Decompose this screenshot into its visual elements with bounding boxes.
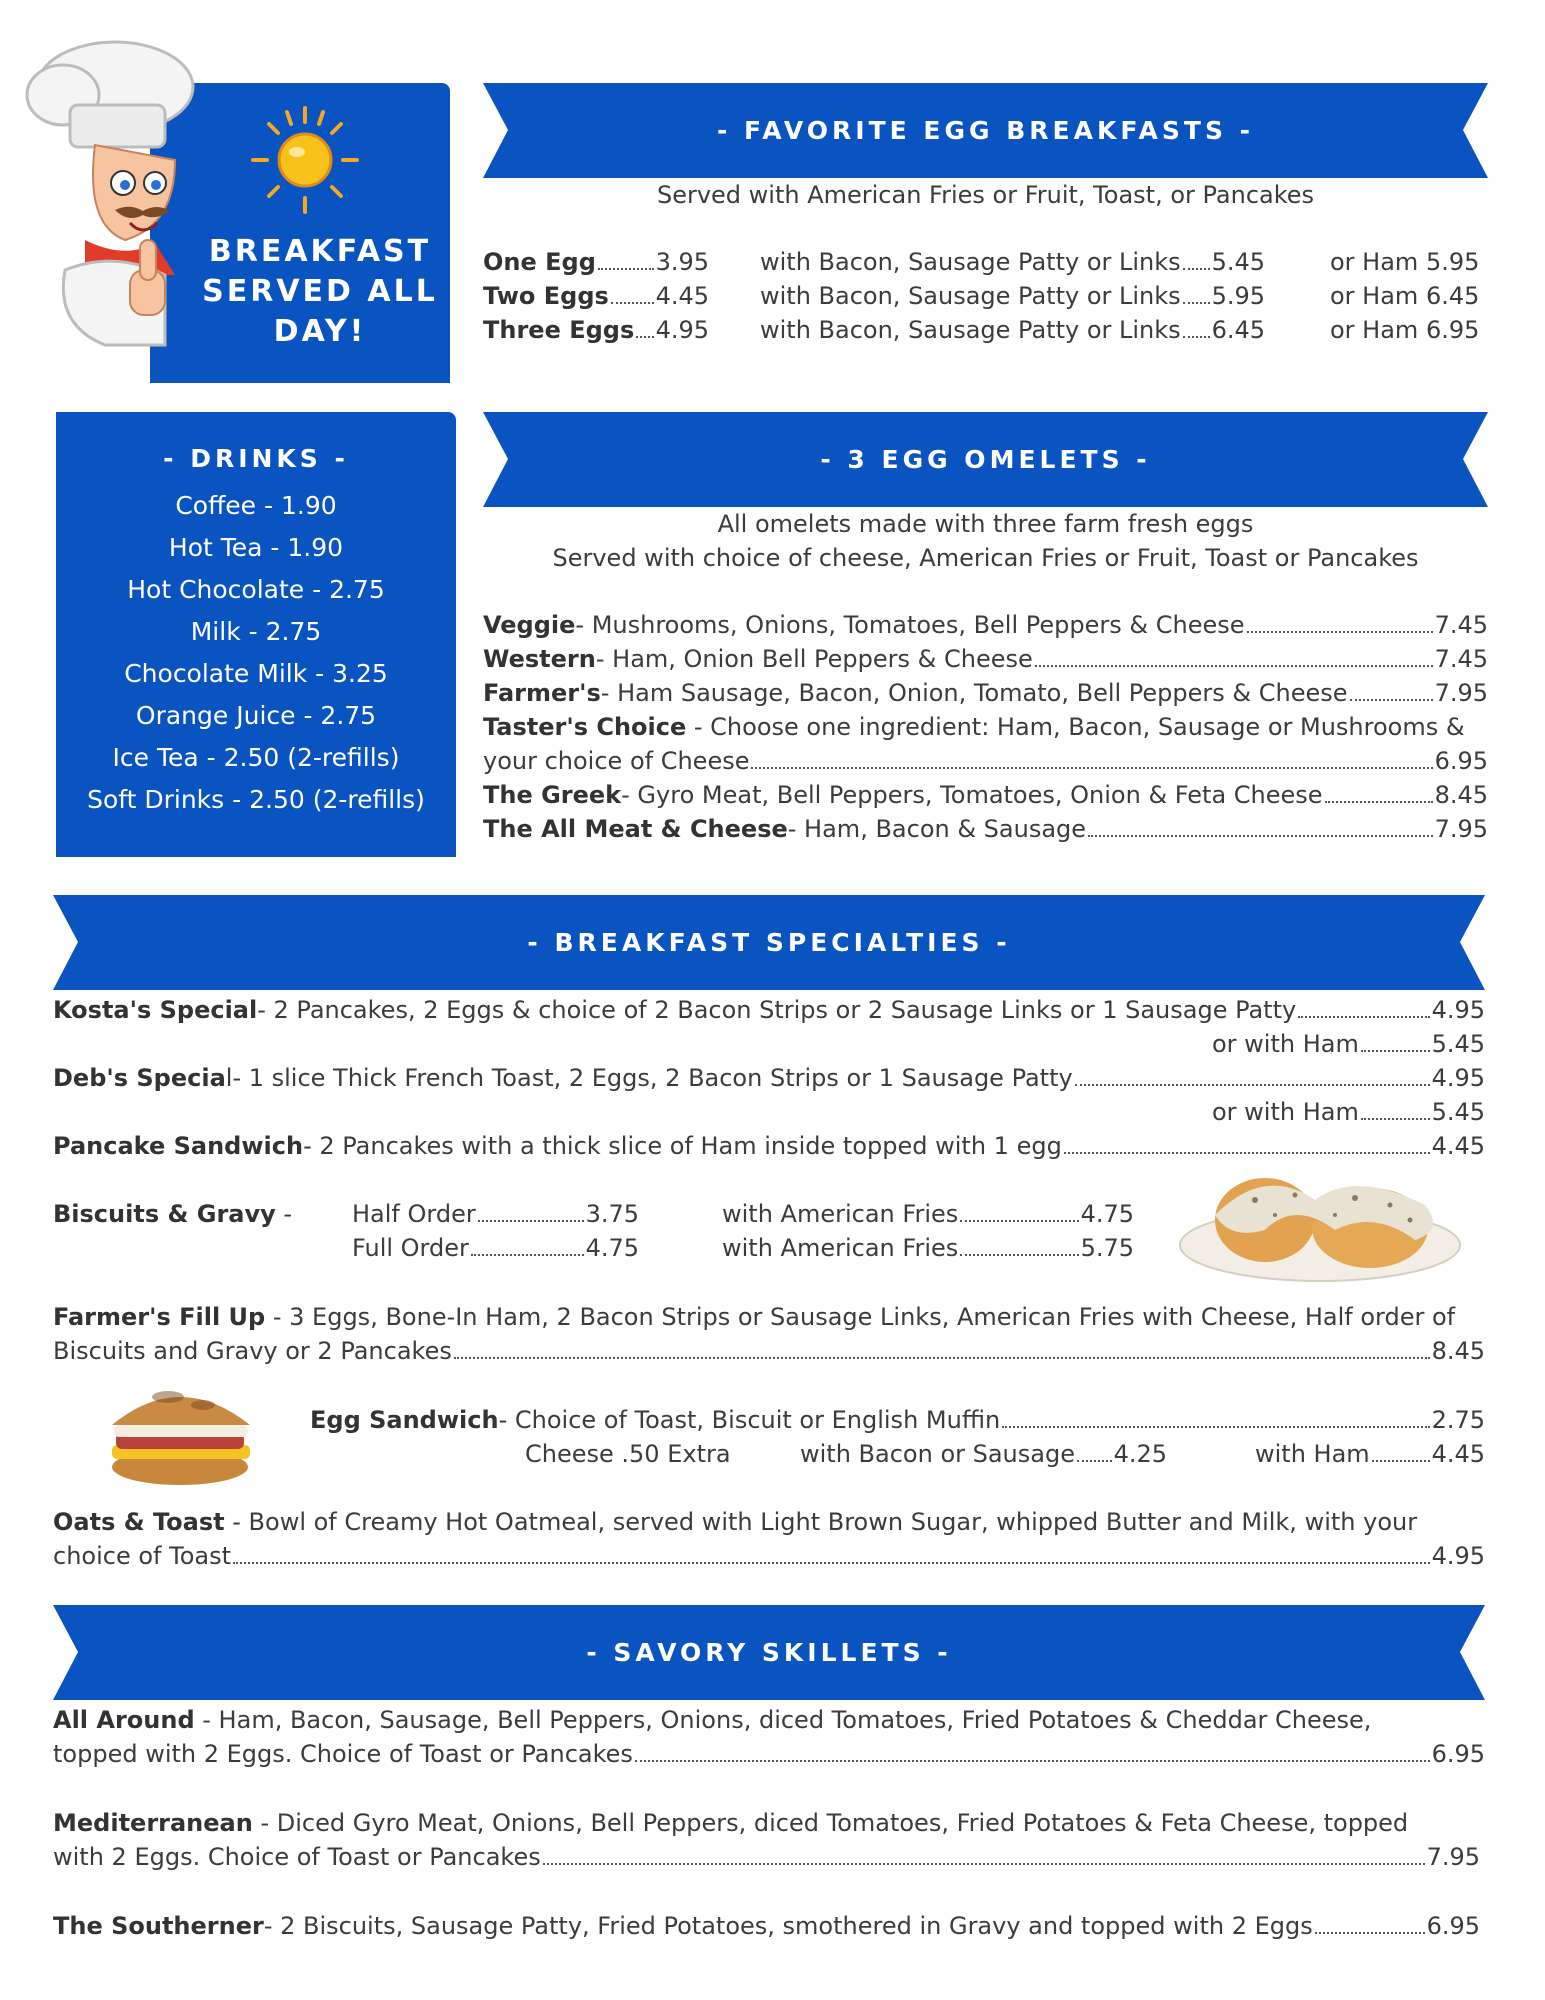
omelet-price: 7.95: [1434, 679, 1488, 707]
omelet-desc: - Gyro Meat, Bell Peppers, Tomatoes, Onion & Feta Cheese: [621, 781, 1323, 809]
omelet-desc: - Ham, Onion Bell Peppers & Cheese: [595, 645, 1033, 673]
egg-with-price: 5.95: [1211, 282, 1265, 310]
biscuits-gravy: [53, 1197, 292, 1231]
skillets-title: - SAVORY SKILLETS -: [586, 1638, 952, 1667]
kosta-ham: [1212, 1027, 1485, 1061]
hero-line-3: DAY!: [273, 314, 367, 349]
egg-with: with Bacon, Sausage Patty or Links: [760, 248, 1181, 276]
egg-with-price: 6.45: [1211, 316, 1265, 344]
egg-row: [483, 313, 709, 347]
biscuits-full-fries: [722, 1231, 1134, 1265]
egg-with-row: [760, 313, 1265, 347]
hero-line-1: BREAKFAST: [208, 234, 432, 269]
omelet-name: Taster's Choice: [483, 713, 687, 741]
egg-breakfasts-banner: [483, 83, 1488, 178]
omelet-item: [483, 778, 1488, 812]
item-name: The Southerner: [53, 1912, 264, 1940]
omelet-name: The Greek: [483, 781, 622, 809]
ham-label: or with Ham: [1212, 1030, 1359, 1058]
omelet-price: 6.95: [1434, 747, 1488, 775]
item-name: Deb's Specia: [53, 1064, 226, 1092]
omelet-item: [483, 676, 1488, 710]
fries-price: 4.75: [1080, 1200, 1134, 1228]
egg-price: 3.95: [655, 248, 709, 276]
egg-row: [483, 279, 709, 313]
deb-ham: [1212, 1095, 1485, 1129]
egg-with: with Bacon, Sausage Patty or Links: [760, 282, 1181, 310]
item-price: 4.45: [1431, 1132, 1485, 1160]
item-name-tail: l: [225, 1064, 233, 1092]
item-price: 4.95: [1431, 1542, 1485, 1570]
biscuits-half: [352, 1197, 639, 1231]
egg-ham: or Ham 6.45: [1330, 282, 1480, 310]
southerner: [53, 1909, 1480, 1943]
fries-price: 5.75: [1080, 1234, 1134, 1262]
omelet-desc: - Ham, Bacon & Sausage: [787, 815, 1087, 843]
omelets-sub1: All omelets made with three farm fresh eggs: [717, 510, 1254, 538]
omelet-item-cont: [483, 744, 1488, 778]
pancake-sandwich: [53, 1129, 1485, 1163]
oats-toast-cont: [53, 1539, 1485, 1573]
biscuits-half-fries: [722, 1197, 1134, 1231]
item-desc: - Diced Gyro Meat, Onions, Bell Peppers, diced Tomatoes, Fried Potatoes & Feta Cheese, topped: [252, 1809, 1409, 1837]
item-price: 6.95: [1426, 1912, 1480, 1940]
item-desc-2: with 2 Eggs. Choice of Toast or Pancakes: [53, 1843, 541, 1871]
biscuits-gravy-photo: [1175, 1160, 1465, 1285]
item-price: 4.95: [1431, 996, 1485, 1024]
ham-label: or with Ham: [1212, 1098, 1359, 1126]
hero-line-2: SERVED ALL: [202, 274, 438, 309]
item-name: Farmer's Fill Up: [53, 1303, 266, 1331]
drink-item: Hot Chocolate - 2.75: [127, 575, 385, 604]
omelet-name: The All Meat & Cheese: [483, 815, 788, 843]
omelet-price: 7.45: [1434, 645, 1488, 673]
item-name: Mediterranean: [53, 1809, 253, 1837]
biscuits-full: [352, 1231, 639, 1265]
item-desc: - Ham, Bacon, Sausage, Bell Peppers, Onions, diced Tomatoes, Fried Potatoes & Cheddar Cheese,: [194, 1706, 1372, 1734]
egg-sandwich-ham: [1255, 1437, 1485, 1471]
omelet-price: 7.95: [1434, 815, 1488, 843]
egg-sandwich-photo: [98, 1375, 263, 1490]
item-desc-2: choice of Toast: [53, 1542, 231, 1570]
egg-sandwich-bacon: [800, 1437, 1167, 1471]
drink-item: Soft Drinks - 2.50 (2-refills): [87, 785, 425, 814]
item-price: 4.95: [1431, 1064, 1485, 1092]
omelet-item: [483, 608, 1488, 642]
farmers-fill-up: [53, 1300, 1455, 1334]
mediterranean: [53, 1806, 1408, 1840]
egg-price: 4.45: [655, 282, 709, 310]
item-price: 7.95: [1426, 1843, 1480, 1871]
egg-subtitle: Served with American Fries or Fruit, Toast, or Pancakes: [656, 181, 1315, 209]
egg-sandwich-cheese: Cheese .50 Extra: [525, 1440, 731, 1468]
drinks-title: - DRINKS -: [163, 444, 349, 473]
item-desc: - 3 Eggs, Bone-In Ham, 2 Bacon Strips or Sausage Links, American Fries with Cheese, Half order of: [265, 1303, 1456, 1331]
item-desc: - 2 Pancakes with a thick slice of Ham inside topped with 1 egg: [303, 1132, 1062, 1160]
egg-row: [483, 245, 709, 279]
egg-sandwich: [310, 1403, 1485, 1437]
kosta-special: [53, 993, 1485, 1027]
omelet-desc-2: your choice of Cheese: [483, 747, 750, 775]
specialties-banner: [53, 895, 1485, 990]
drink-item: Hot Tea - 1.90: [168, 533, 344, 562]
item-name: All Around: [53, 1706, 195, 1734]
item-price: 8.45: [1431, 1337, 1485, 1365]
bacon-price: 4.25: [1113, 1440, 1167, 1468]
all-around-cont: [53, 1737, 1485, 1771]
item-desc: - 1 slice Thick French Toast, 2 Eggs, 2 Bacon Strips or 1 Sausage Patty: [232, 1064, 1073, 1092]
omelet-price: 7.45: [1434, 611, 1488, 639]
drink-item: Orange Juice - 2.75: [135, 701, 377, 730]
item-name: Biscuits & Gravy: [53, 1200, 276, 1228]
egg-with-row: [760, 279, 1265, 313]
egg-with-price: 5.45: [1211, 248, 1265, 276]
omelets-title: - 3 EGG OMELETS -: [820, 445, 1151, 474]
item-desc: - 2 Pancakes, 2 Eggs & choice of 2 Bacon Strips or 2 Sausage Links or 1 Sausage Patty: [257, 996, 1297, 1024]
skillets-banner: [53, 1605, 1485, 1700]
bacon-label: with Bacon or Sausage: [800, 1440, 1075, 1468]
omelet-item: [483, 710, 1488, 744]
omelet-name: Veggie: [483, 611, 576, 639]
specialties-title: - BREAKFAST SPECIALTIES -: [527, 928, 1011, 957]
item-dash: -: [275, 1200, 293, 1228]
omelet-name: Farmer's: [483, 679, 601, 707]
egg-name: Three Eggs: [483, 316, 635, 344]
ham-price: 5.45: [1431, 1098, 1485, 1126]
drinks-panel: [56, 412, 456, 857]
omelet-desc: - Ham Sausage, Bacon, Onion, Tomato, Bell Peppers & Cheese: [600, 679, 1348, 707]
item-name: Oats & Toast: [53, 1508, 225, 1536]
hero-title: [190, 232, 450, 352]
half-price: 3.75: [585, 1200, 639, 1228]
egg-name: One Egg: [483, 248, 596, 276]
egg-ham: or Ham 5.95: [1330, 248, 1480, 276]
item-name: Egg Sandwich: [310, 1406, 499, 1434]
fries-label: with American Fries: [722, 1200, 959, 1228]
drink-item: Ice Tea - 2.50 (2-refills): [112, 743, 400, 772]
item-price: 6.95: [1431, 1740, 1485, 1768]
item-desc-2: Biscuits and Gravy or 2 Pancakes: [53, 1337, 452, 1365]
ham-price: 5.45: [1431, 1030, 1485, 1058]
egg-ham: or Ham 6.95: [1330, 316, 1480, 344]
omelets-sub2: Served with choice of cheese, American Fries or Fruit, Toast or Pancakes: [552, 544, 1419, 572]
egg-with: with Bacon, Sausage Patty or Links: [760, 316, 1181, 344]
drink-item: Coffee - 1.90: [175, 491, 337, 520]
egg-breakfasts-title: - FAVORITE EGG BREAKFASTS -: [716, 116, 1255, 145]
egg-with-row: [760, 245, 1265, 279]
oats-toast: [53, 1505, 1417, 1539]
omelet-name: Western: [483, 645, 596, 673]
full-price: 4.75: [585, 1234, 639, 1262]
item-desc: - Bowl of Creamy Hot Oatmeal, served with Light Brown Sugar, whipped Butter and Milk, with your: [224, 1508, 1418, 1536]
item-price: 2.75: [1431, 1406, 1485, 1434]
item-name: Kosta's Special: [53, 996, 258, 1024]
chef-mascot-icon: [15, 25, 205, 350]
ham-price: 4.45: [1431, 1440, 1485, 1468]
mediterranean-cont: [53, 1840, 1480, 1874]
item-desc: - Choice of Toast, Biscuit or English Muffin: [498, 1406, 1001, 1434]
omelet-desc: - Mushrooms, Onions, Tomatoes, Bell Peppers & Cheese: [575, 611, 1245, 639]
item-name: Pancake Sandwich: [53, 1132, 304, 1160]
omelet-price: 8.45: [1434, 781, 1488, 809]
full-label: Full Order: [352, 1234, 469, 1262]
omelet-item: [483, 812, 1488, 846]
egg-name: Two Eggs: [483, 282, 609, 310]
farmers-fill-up-cont: [53, 1334, 1485, 1368]
half-label: Half Order: [352, 1200, 476, 1228]
omelet-desc: - Choose one ingredient: Ham, Bacon, Sausage or Mushrooms &: [686, 713, 1465, 741]
sun-icon: [245, 100, 365, 220]
fries-label: with American Fries: [722, 1234, 959, 1262]
ham-label: with Ham: [1255, 1440, 1370, 1468]
item-desc: - 2 Biscuits, Sausage Patty, Fried Potatoes, smothered in Gravy and topped with 2 Eggs: [263, 1912, 1313, 1940]
omelet-item: [483, 642, 1488, 676]
item-desc-2: topped with 2 Eggs. Choice of Toast or Pancakes: [53, 1740, 633, 1768]
drink-item: Chocolate Milk - 3.25: [124, 659, 388, 688]
all-around: [53, 1703, 1371, 1737]
egg-price: 4.95: [655, 316, 709, 344]
drink-item: Milk - 2.75: [190, 617, 322, 646]
deb-special: [53, 1061, 1485, 1095]
omelets-banner: [483, 412, 1488, 507]
